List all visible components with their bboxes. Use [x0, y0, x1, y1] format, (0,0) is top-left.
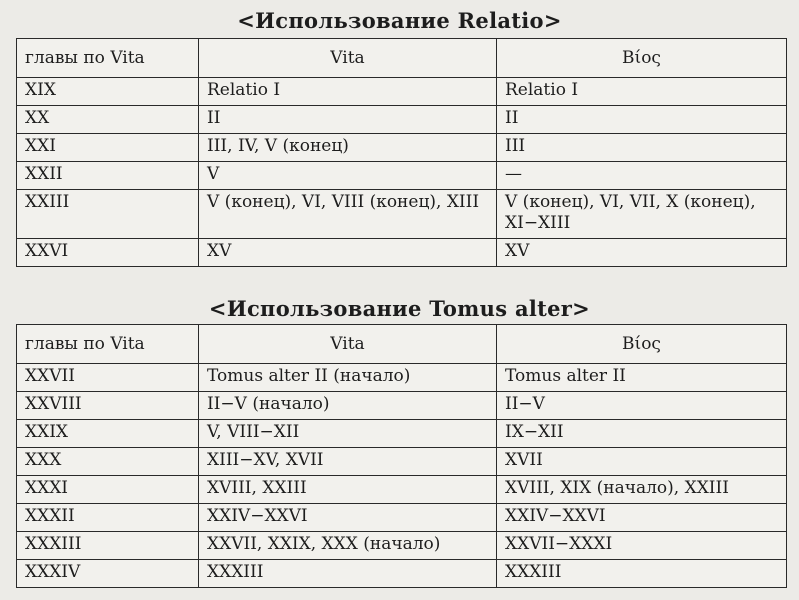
column-header-vita-chapters: главы по Vita: [17, 39, 199, 78]
cell-bios: XXVII−XXXI: [497, 532, 787, 560]
cell-bios: II: [497, 106, 787, 134]
tomus-alter-usage-table: [16, 324, 787, 588]
section-title-relatio: <Использование Relatio>: [0, 8, 799, 33]
cell-bios: XVIII, XIX (начало), XXIII: [497, 476, 787, 504]
table-row: [17, 190, 787, 239]
cell-chapter: XXVIII: [17, 392, 199, 420]
table-row: [17, 239, 787, 267]
cell-vita: XXVII, XXIX, XXX (начало): [199, 532, 497, 560]
cell-vita: Relatio I: [199, 78, 497, 106]
column-header-bios: Βίος: [497, 39, 787, 78]
cell-chapter: XXXII: [17, 504, 199, 532]
table-row: [17, 106, 787, 134]
cell-bios: V (конец), VI, VII, X (конец), XI−XIII: [497, 190, 787, 239]
cell-bios: II−V: [497, 392, 787, 420]
column-header-vita: Vita: [199, 325, 497, 364]
cell-chapter: XXII: [17, 162, 199, 190]
table-header-row: [17, 39, 787, 78]
cell-bios: III: [497, 134, 787, 162]
section-title-tomus-alter: <Использование Tomus alter>: [0, 296, 799, 321]
cell-bios: Relatio I: [497, 78, 787, 106]
table-row: [17, 504, 787, 532]
cell-chapter: XX: [17, 106, 199, 134]
cell-chapter: XXX: [17, 448, 199, 476]
cell-bios: XXIV−XXVI: [497, 504, 787, 532]
table-row: [17, 420, 787, 448]
table-row: [17, 476, 787, 504]
cell-chapter: XXVII: [17, 364, 199, 392]
cell-vita: XXIV−XXVI: [199, 504, 497, 532]
cell-chapter: XXIX: [17, 420, 199, 448]
table-row: [17, 78, 787, 106]
table-row: [17, 134, 787, 162]
table-row: [17, 162, 787, 190]
cell-chapter: XXXI: [17, 476, 199, 504]
table-header-row: [17, 325, 787, 364]
cell-bios: XVII: [497, 448, 787, 476]
cell-vita: V: [199, 162, 497, 190]
cell-vita: II: [199, 106, 497, 134]
cell-vita: II−V (начало): [199, 392, 497, 420]
cell-chapter: XIX: [17, 78, 199, 106]
cell-bios: Tomus alter II: [497, 364, 787, 392]
cell-chapter: XXIII: [17, 190, 199, 239]
cell-vita: V (конец), VI, VIII (конец), XIII: [199, 190, 497, 239]
table-row: [17, 364, 787, 392]
cell-bios: XV: [497, 239, 787, 267]
cell-vita: Tomus alter II (начало): [199, 364, 497, 392]
column-header-vita: Vita: [199, 39, 497, 78]
cell-vita: XXXIII: [199, 560, 497, 588]
cell-vita: V, VIII−XII: [199, 420, 497, 448]
cell-chapter: XXI: [17, 134, 199, 162]
table-row: [17, 532, 787, 560]
relatio-usage-table: [16, 38, 787, 267]
table-row: [17, 448, 787, 476]
cell-bios: IX−XII: [497, 420, 787, 448]
column-header-bios: Βίος: [497, 325, 787, 364]
table-row: [17, 560, 787, 588]
cell-vita: XV: [199, 239, 497, 267]
cell-bios: XXXIII: [497, 560, 787, 588]
cell-bios: —: [497, 162, 787, 190]
column-header-vita-chapters: главы по Vita: [17, 325, 199, 364]
cell-vita: XVIII, XXIII: [199, 476, 497, 504]
cell-chapter: XXXIII: [17, 532, 199, 560]
cell-vita: XIII−XV, XVII: [199, 448, 497, 476]
cell-chapter: XXXIV: [17, 560, 199, 588]
table-row: [17, 392, 787, 420]
cell-chapter: XXVI: [17, 239, 199, 267]
cell-vita: III, IV, V (конец): [199, 134, 497, 162]
